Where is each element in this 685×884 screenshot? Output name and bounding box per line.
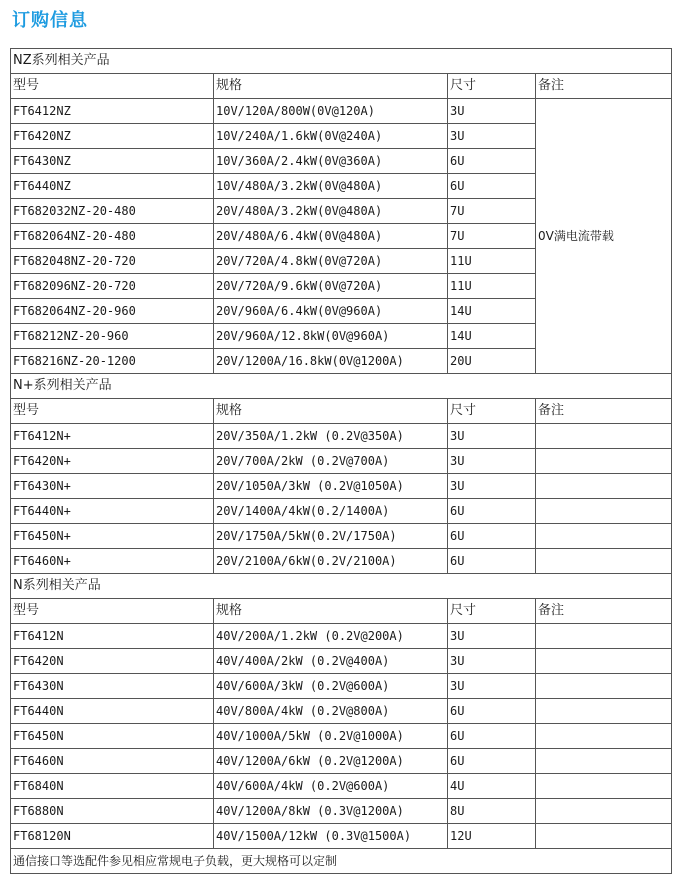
size-cell: 14U <box>448 299 536 324</box>
model-cell: FT6412N <box>11 624 214 649</box>
note-cell <box>536 724 672 749</box>
model-cell: FT6420N <box>11 649 214 674</box>
model-cell: FT6450N <box>11 724 214 749</box>
size-cell: 11U <box>448 274 536 299</box>
note-cell <box>536 524 672 549</box>
model-cell: FT682096NZ-20-720 <box>11 274 214 299</box>
model-cell: FT6450N+ <box>11 524 214 549</box>
note-cell <box>536 649 672 674</box>
note-cell <box>536 824 672 849</box>
header-note: 备注 <box>536 74 672 99</box>
model-cell: FT6412N+ <box>11 424 214 449</box>
model-cell: FT6440N+ <box>11 499 214 524</box>
section-title-row <box>11 374 672 399</box>
model-cell: FT6412NZ <box>11 99 214 124</box>
section-title-row <box>11 574 672 599</box>
size-cell: 3U <box>448 449 536 474</box>
note-cell <box>536 449 672 474</box>
table-row <box>11 524 672 549</box>
spec-cell: 20V/720A/4.8kW(0V@720A) <box>214 249 448 274</box>
model-cell: FT6430N+ <box>11 474 214 499</box>
spec-cell: 40V/1000A/5kW (0.2V@1000A) <box>214 724 448 749</box>
size-cell: 3U <box>448 674 536 699</box>
spec-cell: 20V/960A/12.8kW(0V@960A) <box>214 324 448 349</box>
header-spec: 规格 <box>214 399 448 424</box>
model-cell: FT6420N+ <box>11 449 214 474</box>
size-cell: 4U <box>448 774 536 799</box>
size-cell: 6U <box>448 724 536 749</box>
size-cell: 6U <box>448 549 536 574</box>
spec-cell: 20V/2100A/6kW(0.2V/2100A) <box>214 549 448 574</box>
model-cell: FT682032NZ-20-480 <box>11 199 214 224</box>
header-row <box>11 599 672 624</box>
header-row <box>11 399 672 424</box>
table-row <box>11 699 672 724</box>
size-cell: 3U <box>448 649 536 674</box>
section-title: N+系列相关产品 <box>11 374 672 399</box>
note-cell: 0V满电流带载 <box>536 99 672 374</box>
spec-cell: 20V/1200A/16.8kW(0V@1200A) <box>214 349 448 374</box>
spec-cell: 20V/1400A/4kW(0.2/1400A) <box>214 499 448 524</box>
footer-note: 通信接口等选配件参见相应常规电子负载，更大规格可以定制 <box>11 849 672 874</box>
model-cell: FT6420NZ <box>11 124 214 149</box>
table-row <box>11 424 672 449</box>
spec-cell: 10V/120A/800W(0V@120A) <box>214 99 448 124</box>
spec-cell: 40V/1200A/6kW (0.2V@1200A) <box>214 749 448 774</box>
table-row <box>11 774 672 799</box>
footer-row <box>11 849 672 874</box>
table-row <box>11 799 672 824</box>
table-row <box>11 99 672 124</box>
spec-cell: 20V/1750A/5kW(0.2V/1750A) <box>214 524 448 549</box>
model-cell: FT6460N <box>11 749 214 774</box>
spec-cell: 10V/240A/1.6kW(0V@240A) <box>214 124 448 149</box>
spec-cell: 40V/1200A/8kW (0.3V@1200A) <box>214 799 448 824</box>
table-row <box>11 724 672 749</box>
spec-cell: 10V/480A/3.2kW(0V@480A) <box>214 174 448 199</box>
spec-cell: 40V/200A/1.2kW (0.2V@200A) <box>214 624 448 649</box>
header-row <box>11 74 672 99</box>
header-note: 备注 <box>536 399 672 424</box>
header-size: 尺寸 <box>448 599 536 624</box>
spec-cell: 40V/800A/4kW (0.2V@800A) <box>214 699 448 724</box>
spec-cell: 40V/400A/2kW (0.2V@400A) <box>214 649 448 674</box>
size-cell: 6U <box>448 524 536 549</box>
size-cell: 3U <box>448 424 536 449</box>
model-cell: FT6440NZ <box>11 174 214 199</box>
size-cell: 7U <box>448 224 536 249</box>
spec-cell: 40V/600A/4kW (0.2V@600A) <box>214 774 448 799</box>
note-cell <box>536 749 672 774</box>
note-cell <box>536 474 672 499</box>
model-cell: FT68216NZ-20-1200 <box>11 349 214 374</box>
note-cell <box>536 424 672 449</box>
model-cell: FT68212NZ-20-960 <box>11 324 214 349</box>
spec-cell: 40V/600A/3kW (0.2V@600A) <box>214 674 448 699</box>
spec-cell: 20V/350A/1.2kW (0.2V@350A) <box>214 424 448 449</box>
note-cell <box>536 799 672 824</box>
order-table <box>10 48 672 874</box>
table-row <box>11 824 672 849</box>
size-cell: 3U <box>448 99 536 124</box>
section-title: NZ系列相关产品 <box>11 49 672 74</box>
size-cell: 20U <box>448 349 536 374</box>
spec-cell: 20V/960A/6.4kW(0V@960A) <box>214 299 448 324</box>
note-cell <box>536 549 672 574</box>
spec-cell: 40V/1500A/12kW (0.3V@1500A) <box>214 824 448 849</box>
size-cell: 6U <box>448 174 536 199</box>
spec-cell: 20V/480A/3.2kW(0V@480A) <box>214 199 448 224</box>
table-row <box>11 474 672 499</box>
order-table-body <box>11 49 672 874</box>
header-size: 尺寸 <box>448 399 536 424</box>
header-model: 型号 <box>11 399 214 424</box>
section-title: N系列相关产品 <box>11 574 672 599</box>
table-row <box>11 649 672 674</box>
table-row <box>11 549 672 574</box>
header-note: 备注 <box>536 599 672 624</box>
model-cell: FT6430NZ <box>11 149 214 174</box>
size-cell: 3U <box>448 624 536 649</box>
spec-cell: 20V/1050A/3kW (0.2V@1050A) <box>214 474 448 499</box>
table-row <box>11 499 672 524</box>
size-cell: 3U <box>448 474 536 499</box>
size-cell: 11U <box>448 249 536 274</box>
size-cell: 3U <box>448 124 536 149</box>
model-cell: FT682064NZ-20-480 <box>11 224 214 249</box>
size-cell: 7U <box>448 199 536 224</box>
size-cell: 6U <box>448 749 536 774</box>
spec-cell: 10V/360A/2.4kW(0V@360A) <box>214 149 448 174</box>
size-cell: 12U <box>448 824 536 849</box>
note-cell <box>536 674 672 699</box>
size-cell: 6U <box>448 499 536 524</box>
section-title-row <box>11 49 672 74</box>
header-spec: 规格 <box>214 599 448 624</box>
table-row <box>11 674 672 699</box>
note-cell <box>536 699 672 724</box>
model-cell: FT682048NZ-20-720 <box>11 249 214 274</box>
note-cell <box>536 774 672 799</box>
table-row <box>11 624 672 649</box>
model-cell: FT6880N <box>11 799 214 824</box>
size-cell: 6U <box>448 699 536 724</box>
page-title: 订购信息 <box>12 10 88 31</box>
spec-cell: 20V/700A/2kW (0.2V@700A) <box>214 449 448 474</box>
table-row <box>11 749 672 774</box>
model-cell: FT6440N <box>11 699 214 724</box>
note-cell <box>536 624 672 649</box>
header-size: 尺寸 <box>448 74 536 99</box>
spec-cell: 20V/480A/6.4kW(0V@480A) <box>214 224 448 249</box>
size-cell: 8U <box>448 799 536 824</box>
model-cell: FT6840N <box>11 774 214 799</box>
spec-cell: 20V/720A/9.6kW(0V@720A) <box>214 274 448 299</box>
table-row <box>11 449 672 474</box>
note-cell <box>536 499 672 524</box>
model-cell: FT682064NZ-20-960 <box>11 299 214 324</box>
model-cell: FT6460N+ <box>11 549 214 574</box>
header-model: 型号 <box>11 74 214 99</box>
model-cell: FT6430N <box>11 674 214 699</box>
header-model: 型号 <box>11 599 214 624</box>
size-cell: 6U <box>448 149 536 174</box>
header-spec: 规格 <box>214 74 448 99</box>
model-cell: FT68120N <box>11 824 214 849</box>
size-cell: 14U <box>448 324 536 349</box>
